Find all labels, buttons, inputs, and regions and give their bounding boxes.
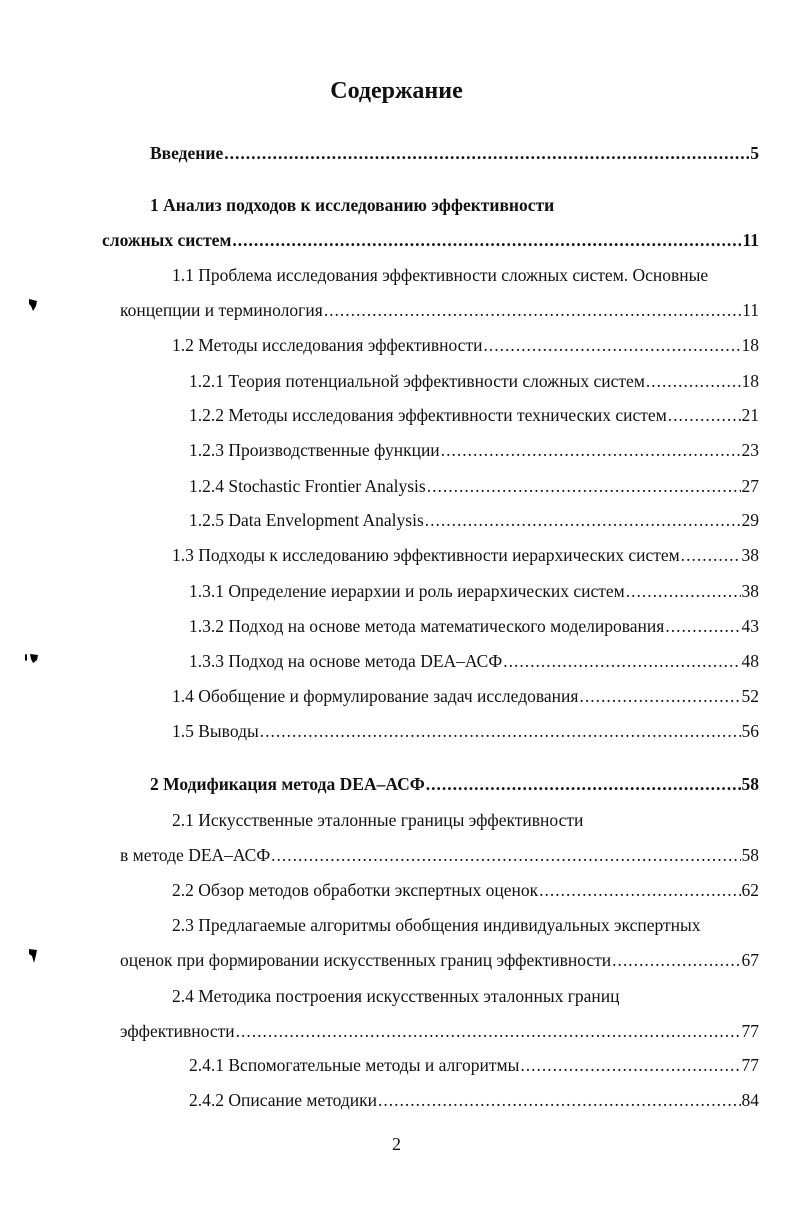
toc-entry-page: 11 (742, 230, 759, 250)
toc-entry-page: 84 (741, 1090, 759, 1110)
toc-entry-page: 43 (741, 616, 759, 636)
leader-dots (483, 335, 740, 356)
toc-entry-text: 1.3 Подходы к исследованию эффективности иерархических систем (172, 545, 680, 565)
toc-entry-page: 58 (741, 774, 759, 794)
toc-entry-page: 29 (741, 510, 759, 530)
leader-dots (612, 950, 740, 971)
leader-dots (681, 545, 741, 566)
toc-entry-page: 18 (741, 371, 759, 391)
leader-dots (520, 1055, 740, 1076)
page-number: 2 (392, 1134, 401, 1154)
toc-section-2-4-heading[interactable]: 2.4 Методика построения искусственных эталонных границ (172, 986, 620, 1006)
page-title: Содержание (330, 78, 463, 104)
leader-dots (668, 405, 741, 426)
toc-entry-text: Введение (150, 143, 224, 163)
leader-dots (665, 616, 740, 637)
leader-dots (427, 476, 741, 497)
toc-entry-page: 77 (741, 1055, 759, 1075)
toc-entry-text: 1.4 Обобщение и формулирование задач исследования (172, 686, 579, 706)
toc-chapter-1-heading[interactable]: 1 Анализ подходов к исследованию эффективности (150, 195, 555, 215)
toc-entry-1-3-3[interactable] (189, 651, 759, 672)
toc-entry-text: 1.2.2 Методы исследования эффективности технических систем (189, 405, 667, 425)
leader-dots (626, 581, 741, 602)
toc-entry-1-2-2[interactable] (189, 405, 759, 426)
toc-entry-text: оценок при формировании искусственных границ эффективности (120, 950, 612, 970)
toc-entry-1-3[interactable] (172, 545, 759, 566)
toc-entry-text: 2 Модификация метода DEA–АСФ (150, 774, 425, 794)
toc-entry-page: 38 (741, 545, 759, 565)
toc-entry-1-1[interactable] (120, 300, 759, 321)
toc-entry-text: 1.2.4 Stochastic Frontier Analysis (189, 476, 426, 496)
toc-entry-page: 27 (741, 476, 759, 496)
toc-entry-1-3-2[interactable] (189, 616, 759, 637)
toc-entry-page: 38 (741, 581, 759, 601)
toc-entry-intro[interactable] (150, 143, 759, 164)
toc-entry-text: 1.2.5 Data Envelopment Analysis (189, 510, 424, 530)
toc-entry-2-2[interactable] (172, 880, 759, 901)
leader-dots (646, 371, 741, 392)
leader-dots (324, 300, 741, 321)
leader-dots (426, 774, 741, 795)
toc-entry-text: 1.2.3 Производственные функции (189, 440, 440, 460)
toc-entry-page: 58 (741, 845, 759, 865)
toc-entry-text: в методе DEA–АСФ (120, 845, 271, 865)
toc-entry-text: 1.3.1 Определение иерархии и роль иерархических систем (189, 581, 625, 601)
toc-entry-text: 1.3.3 Подход на основе метода DEA–АСФ (189, 651, 503, 671)
leader-dots (260, 721, 741, 742)
toc-entry-2-4-1[interactable] (189, 1055, 759, 1076)
toc-entry-1-2[interactable] (172, 335, 759, 356)
toc-entry-text: концепции и терминология (120, 300, 323, 320)
leader-dots (378, 1090, 740, 1111)
toc-entry-text: 1.2 Методы исследования эффективности (172, 335, 483, 355)
toc-entry-chapter-2[interactable] (150, 774, 759, 795)
toc-entry-1-4[interactable] (172, 686, 759, 707)
toc-entry-text: 2.4.1 Вспомогательные методы и алгоритмы (189, 1055, 520, 1075)
toc-entry-chapter-1[interactable] (102, 230, 759, 251)
toc-entry-text: 2.4.2 Описание методики (189, 1090, 378, 1110)
toc-entry-page: 21 (741, 405, 759, 425)
toc-entry-page: 67 (741, 950, 759, 970)
toc-entry-page: 48 (741, 651, 759, 671)
toc-entry-text: эффективности (120, 1021, 235, 1041)
toc-entry-1-2-1[interactable] (189, 371, 759, 392)
leader-dots (425, 510, 741, 531)
toc-section-2-3-heading[interactable]: 2.3 Предлагаемые алгоритмы обобщения индивидуальных экспертных (172, 915, 701, 935)
toc-entry-page: 52 (741, 686, 759, 706)
toc-entry-page: 18 (741, 335, 759, 355)
leader-dots (579, 686, 740, 707)
leader-dots (441, 440, 741, 461)
toc-section-1-1-heading[interactable]: 1.1 Проблема исследования эффективности сложных систем. Основные (172, 265, 709, 285)
toc-entry-text: 1.2.1 Теория потенциальной эффективности сложных систем (189, 371, 645, 391)
toc-entry-2-4-2[interactable] (189, 1090, 759, 1111)
toc-entry-1-3-1[interactable] (189, 581, 759, 602)
toc-entry-page: 62 (741, 880, 759, 900)
toc-entry-2-3[interactable] (120, 950, 759, 971)
toc-entry-text: 1.3.2 Подход на основе метода математического моделирования (189, 616, 665, 636)
toc-entry-1-2-4[interactable] (189, 476, 759, 497)
toc-entry-1-2-5[interactable] (189, 510, 759, 531)
toc-entry-text: 1.5 Выводы (172, 721, 259, 741)
toc-entry-page: 77 (741, 1021, 759, 1041)
toc-entry-page: 23 (741, 440, 759, 460)
leader-dots (271, 845, 740, 866)
leader-dots (224, 143, 749, 164)
leader-dots (503, 651, 740, 672)
toc-entry-2-4[interactable] (120, 1021, 759, 1042)
leader-dots (232, 230, 741, 251)
scan-mark-icon (24, 652, 40, 664)
toc-entry-page: 5 (750, 143, 759, 163)
scan-mark-icon (27, 948, 39, 964)
toc-entry-1-2-3[interactable] (189, 440, 759, 461)
toc-entry-page: 11 (742, 300, 759, 320)
toc-section-2-1-heading[interactable]: 2.1 Искусственные эталонные границы эффективности (172, 810, 584, 830)
leader-dots (236, 1021, 741, 1042)
toc-entry-text: сложных систем (102, 230, 232, 250)
toc-entry-2-1[interactable] (120, 845, 759, 866)
leader-dots (539, 880, 740, 901)
toc-entry-page: 56 (741, 721, 759, 741)
toc-entry-1-5[interactable] (172, 721, 759, 742)
scan-mark-icon (27, 298, 39, 312)
toc-entry-text: 2.2 Обзор методов обработки экспертных оценок (172, 880, 539, 900)
